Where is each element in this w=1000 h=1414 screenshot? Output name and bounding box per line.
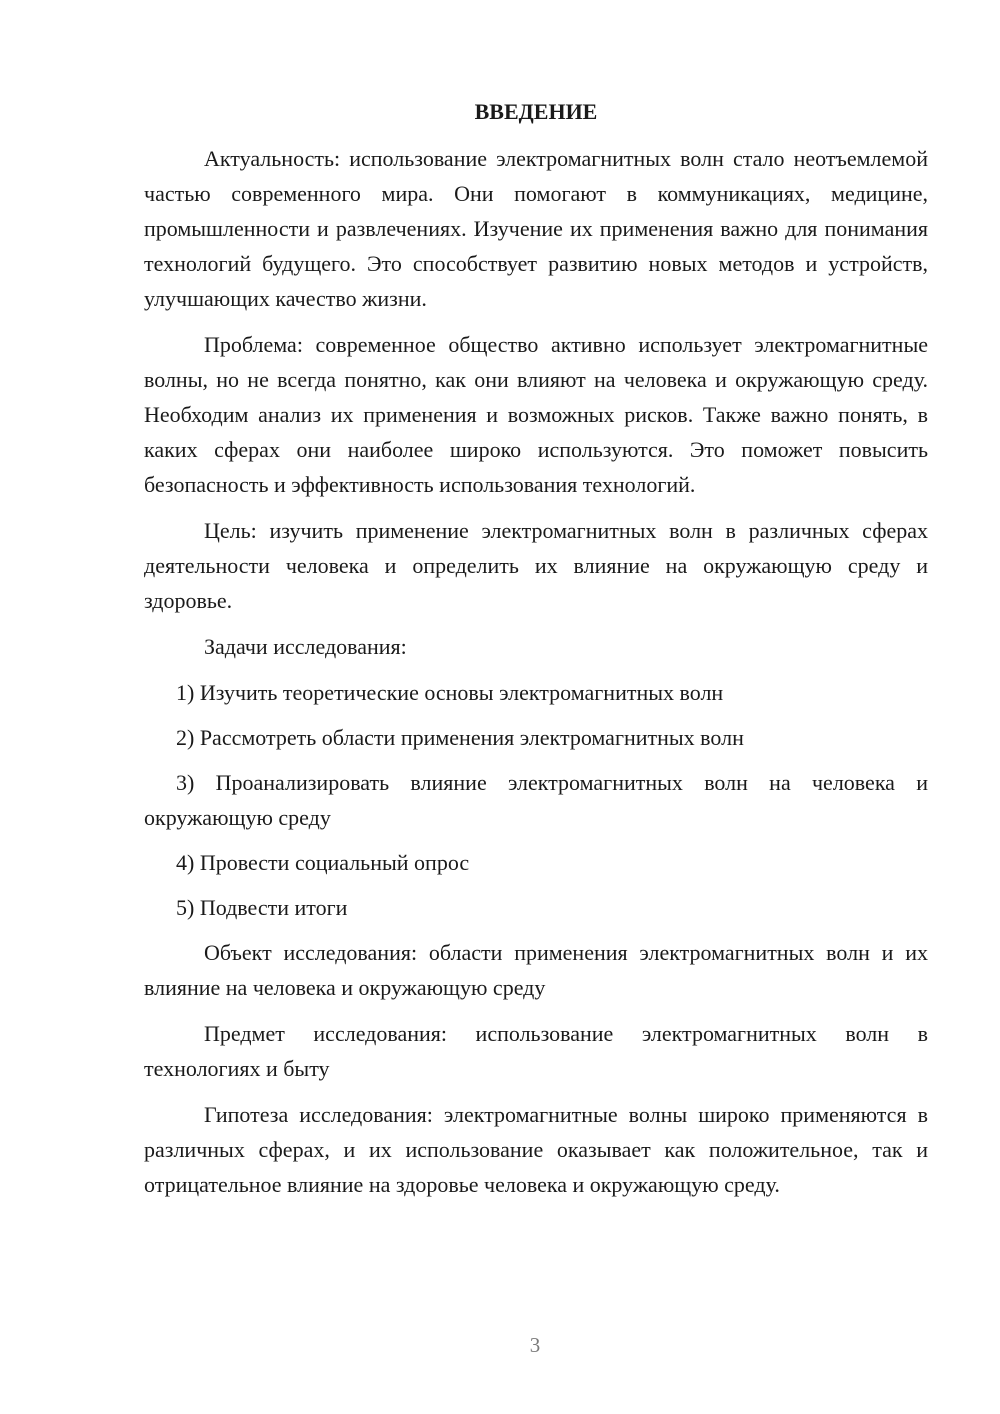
tasks-heading: Задачи исследования:	[204, 634, 407, 659]
object-paragraph: Объект исследования: области применения электромагнитных волн и их влияние на человека и окружающую среду	[144, 940, 928, 1000]
task-item: 1) Изучить теоретические основы электромагнитных волн	[176, 680, 724, 705]
section-title: ВВЕДЕНИЕ	[474, 99, 598, 124]
subject-paragraph: Предмет исследования: использование электромагнитных волн в технологиях и быту	[144, 1021, 928, 1081]
document-body	[144, 94, 928, 1213]
hypothesis-paragraph: Гипотеза исследования: электромагнитные волны широко применяются в различных сферах, и их использование оказывает как положительное, так и отрицательное влияние на здоровье человека и окружающую среду.	[144, 1102, 928, 1197]
page-number: 3	[529, 1333, 541, 1357]
tasks-list	[144, 675, 928, 925]
relevance-paragraph: Актуальность: использование электромагнитных волн стало неотъемлемой частью современного мира. Они помогают в коммуникациях, медицине, промышленности и развлечениях. Изучение их применения важно для понимания технологий будущего. Это способствует развитию новых методов и устройств, улучшающих качество жизни.	[144, 146, 928, 311]
task-item: 4) Провести социальный опрос	[176, 850, 470, 875]
task-item: 5) Подвести итоги	[176, 895, 348, 920]
task-item: 3) Проанализировать влияние электромагнитных волн на человека и окружающую среду	[144, 770, 928, 830]
problem-paragraph: Проблема: современное общество активно использует электромагнитные волны, но не всегда понятно, как они влияют на человека и окружающую среду. Необходим анализ их применения и возможных рисков. Также важно понять, в каких сферах они наиболее широко используются. Это поможет повысить безопасность и эффективность использования технологий.	[144, 332, 928, 497]
goal-paragraph: Цель: изучить применение электромагнитных волн в различных сферах деятельности человека и определить их влияние на окружающую среду и здоровье.	[144, 518, 928, 613]
task-item: 2) Рассмотреть области применения электромагнитных волн	[176, 725, 744, 750]
